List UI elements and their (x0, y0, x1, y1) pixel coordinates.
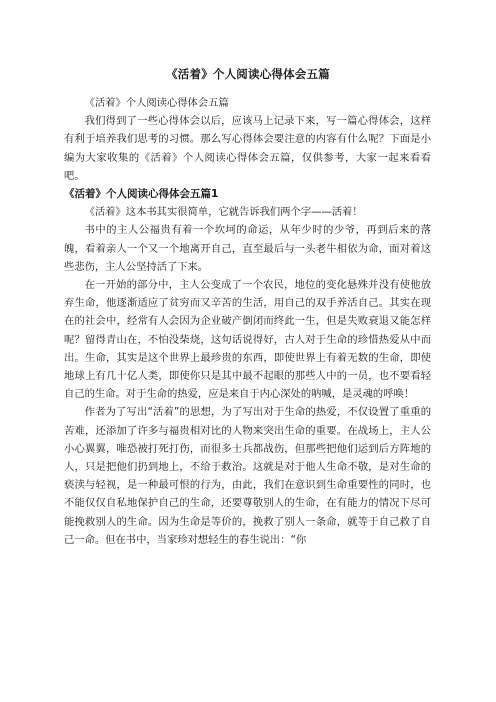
intro-paragraph: 我们得到了一些心得体会以后，应该马上记录下来，写一篇心得体会，这样有利于培养我们思考的习惯。那么写心得体会要注意的内容有什么呢？下面是小编为大家收集的《活着》个人阅读心得体会五篇，仅供参考，大家一起来看看吧。 (64, 115, 431, 182)
document-body (64, 94, 431, 549)
body-paragraph: 书中的主人公福贵有着一个坎坷的命运，从年少时的少爷，再到后来的落魄，看着亲人一个又一个地离开自己，直至最后与一头老牛相依为命，面对着这些悲伤，主人公坚持活了下来。 (64, 224, 431, 273)
body-paragraph: 在一开始的部分中，主人公变成了一个农民，地位的变化悬殊并没有使他放弃生命，他逐渐适应了贫穷而又辛苦的生活，用自己的双手养活自己。其实在现在的社会中，经常有人会因为企业破产倒闭而终此一生，但是失败衰退又能怎样呢？留得青山在，不怕没柴烧，这句话说得好，古人对于生命的珍惜热爱从中而出。生命，其实是这个世界上最珍贵的东西，即使世界上有着无数的生命，即使地球上有几十亿人类，即使你只是其中最不起眼的那些人中的一员，也不要看轻自己的生命。对于生命的热爱，应是来自于内心深处的呐喊，是灵魂的呼唤！ (64, 279, 431, 401)
section-heading: 《活着》个人阅读心得体会五篇1 (64, 188, 219, 201)
document-title: 《活着》个人阅读心得体会五篇 (166, 67, 330, 81)
body-paragraph: 《活着》这本书其实很简单，它就告诉我们两个字——活着！ (84, 206, 363, 219)
body-paragraph: 作者为了写出“活着”的思想，为了写出对于生命的热爱，不仅设置了重重的苦难，还添加了许多与福贵相对比的人物来突出生命的重要。在战场上，主人公小心翼翼，唯恐被打死打伤，而很多士兵都战伤，但那些把他们运到后方阵地的人，只是把他们扔到地上，不给于救治。这就是对于他人生命不敬，是对生命的亵渎与轻视，是一种最可恨的行为，由此，我们在意识到生命重要性的同时，也不能仅仅自私地保护自己的生命，还要尊敬别人的生命，在有能力的情况下尽可能挽救别人的生命。因为生命是等价的，挽救了别人一条命，就等于自己救了自己一命。但在书中，当家珍对想轻生的春生说出：“你 (64, 406, 431, 546)
intro-title: 《活着》个人阅读心得体会五篇 (84, 97, 229, 109)
